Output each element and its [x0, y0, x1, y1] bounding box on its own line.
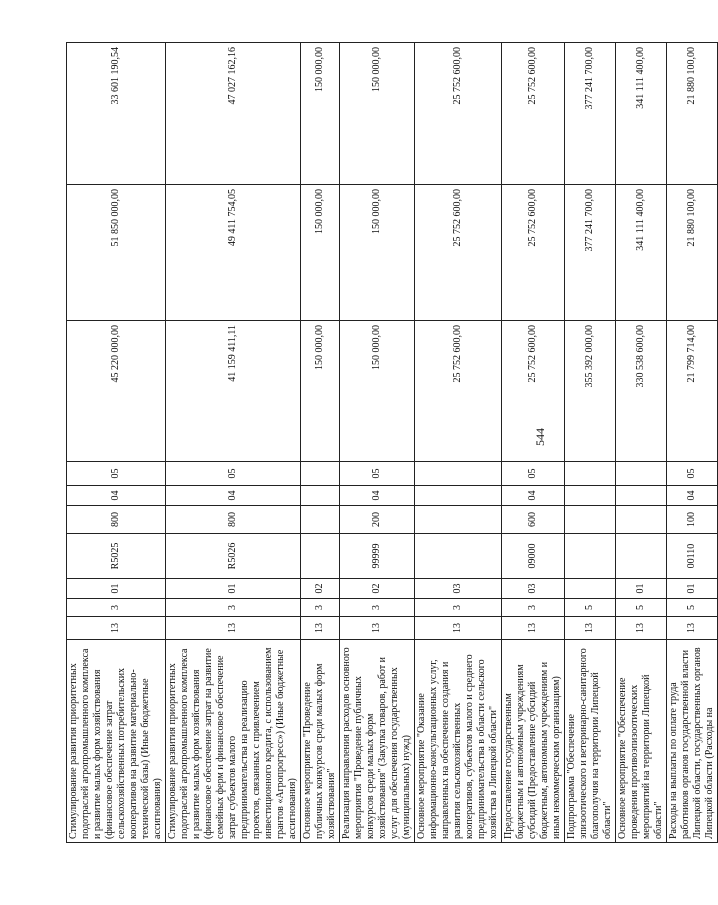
amount-cell: 150 000,00 — [340, 321, 415, 462]
code-cell: 05 — [67, 462, 166, 486]
row-name-cell: Реализация направления расходов основного мероприятия "Проведение публичных конкурсов среди малых форм хозяйствования" (Закупка товаров, работ и услуг для обеспечения государственных (муниципальных) нужд) — [340, 640, 415, 843]
code-cell: R5026 — [166, 534, 301, 579]
amount-cell: 150 000,00 — [340, 185, 415, 321]
code-cell: 3 — [301, 599, 340, 617]
row-name-cell: Предоставление государственным бюджетным и автономным учреждениям субсидий (Предоставление субсидий бюджетным, автономным учреждениям и иным некоммерческим организациям) — [502, 640, 565, 843]
code-cell: 00110 — [667, 534, 718, 579]
code-cell: 3 — [166, 599, 301, 617]
amount-cell: 25 752 600,00 — [415, 185, 502, 321]
code-cell: 03 — [415, 579, 502, 599]
amount-cell: 21 880 100,00 — [667, 185, 718, 321]
code-cell: 5 — [667, 599, 718, 617]
code-cell: 3 — [67, 599, 166, 617]
code-cell: 800 — [67, 506, 166, 534]
page-number: 544 — [533, 428, 547, 446]
amount-cell: 377 241 700,00 — [565, 185, 616, 321]
code-cell — [415, 506, 502, 534]
code-cell: 13 — [667, 617, 718, 640]
code-cell: 13 — [67, 617, 166, 640]
table-row — [502, 43, 565, 843]
row-name-cell: Расходы на выплаты по оплате труда работников органов государственной власти Липецкой области, государственных органов Липецкой области (Расходы на — [667, 640, 718, 843]
code-cell — [565, 534, 616, 579]
amount-cell: 25 752 600,00 — [415, 321, 502, 462]
code-cell: 13 — [502, 617, 565, 640]
code-cell: R5025 — [67, 534, 166, 579]
amount-cell: 25 752 600,00 — [502, 185, 565, 321]
table-row — [565, 43, 616, 843]
code-cell: 01 — [616, 579, 667, 599]
table-row — [667, 43, 718, 843]
code-cell: 99999 — [340, 534, 415, 579]
code-cell: 13 — [340, 617, 415, 640]
code-cell: 02 — [301, 579, 340, 599]
amount-cell: 25 752 600,00 — [502, 43, 565, 185]
code-cell: 13 — [166, 617, 301, 640]
code-cell: 100 — [667, 506, 718, 534]
amount-cell: 355 392 000,00 — [565, 321, 616, 462]
amount-cell: 377 241 700,00 — [565, 43, 616, 185]
table-row — [415, 43, 502, 843]
row-name-cell: Основное мероприятие "Обеспечение проведения противоэпизоотических мероприятий на территории Липецкой области" — [616, 640, 667, 843]
amount-cell: 21 880 100,00 — [667, 43, 718, 185]
code-cell — [301, 506, 340, 534]
code-cell: 05 — [166, 462, 301, 486]
code-cell: 03 — [502, 579, 565, 599]
code-cell — [301, 486, 340, 506]
table-row — [166, 43, 301, 843]
code-cell — [616, 534, 667, 579]
amount-cell: 150 000,00 — [301, 185, 340, 321]
code-cell: 01 — [667, 579, 718, 599]
code-cell: 04 — [166, 486, 301, 506]
amount-cell: 341 111 400,00 — [616, 43, 667, 185]
code-cell — [301, 534, 340, 579]
row-name-cell: Стимулирование развития приоритетных подотраслей агропромышленного комплекса и развитие малых форм хозяйствования (финансовое обеспечение затрат сельскохозяйственных потребительских кооперативов на развитие материально-технической базы) (Иные бюджетные ассигнования) — [67, 640, 166, 843]
code-cell: 04 — [340, 486, 415, 506]
table-row — [616, 43, 667, 843]
code-cell: 01 — [166, 579, 301, 599]
code-cell: 3 — [415, 599, 502, 617]
amount-cell: 45 220 000,00 — [67, 321, 166, 462]
amount-cell: 330 538 600,00 — [616, 321, 667, 462]
amount-cell: 33 601 190,54 — [67, 43, 166, 185]
amount-cell: 41 159 411,11 — [166, 321, 301, 462]
code-cell: 05 — [340, 462, 415, 486]
amount-cell: 25 752 600,00 — [502, 321, 565, 462]
code-cell: 04 — [667, 486, 718, 506]
table-row — [67, 43, 166, 843]
row-name-cell: Основное мероприятие "Оказание информационно-консультационных услуг, направленных на обеспечение создания и развития сельскохозяйственных кооперативов, субъектов малого и среднего предпринимательства в области сельского хозяйства в Липецкой области" — [415, 640, 502, 843]
code-cell: 600 — [502, 506, 565, 534]
code-cell: 13 — [415, 617, 502, 640]
code-cell: 3 — [340, 599, 415, 617]
code-cell: 05 — [667, 462, 718, 486]
code-cell — [565, 486, 616, 506]
code-cell — [415, 486, 502, 506]
table-row — [301, 43, 340, 843]
code-cell: 5 — [565, 599, 616, 617]
code-cell — [616, 486, 667, 506]
code-cell: 04 — [502, 486, 565, 506]
row-name-cell: Основное мероприятие "Проведение публичных конкурсов среди малых форм хозяйствования" — [301, 640, 340, 843]
row-name-cell: Стимулирование развития приоритетных подотраслей агропромышленного комплекса и развитие малых форм хозяйствования (финансовое обеспечение затрат на развитие семейных ферм и финансовое обеспечение затрат субъектов малого предпринимательства на реализацию проектов, связанных с привлечением инвестиционного кредита, с использованием грантов «Агропрогресс») (Иные бюджетные ассигнования) — [166, 640, 301, 843]
amount-cell: 150 000,00 — [301, 321, 340, 462]
code-cell — [565, 579, 616, 599]
code-cell: 05 — [502, 462, 565, 486]
amount-cell: 47 027 162,16 — [166, 43, 301, 185]
code-cell: 04 — [67, 486, 166, 506]
code-cell: 5 — [616, 599, 667, 617]
code-cell — [301, 462, 340, 486]
row-name-cell: Подпрограмма "Обеспечение эпизоотического и ветеринарно-санитарного благополучия на территории Липецкой области" — [565, 640, 616, 843]
amount-cell: 25 752 600,00 — [415, 43, 502, 185]
code-cell — [565, 462, 616, 486]
code-cell: 09000 — [502, 534, 565, 579]
budget-table — [66, 42, 718, 843]
amount-cell: 51 850 000,00 — [67, 185, 166, 321]
code-cell: 3 — [502, 599, 565, 617]
code-cell: 01 — [67, 579, 166, 599]
code-cell — [616, 462, 667, 486]
amount-cell: 150 000,00 — [301, 43, 340, 185]
amount-cell: 21 799 714,00 — [667, 321, 718, 462]
amount-cell: 49 411 754,05 — [166, 185, 301, 321]
code-cell: 02 — [340, 579, 415, 599]
code-cell: 800 — [166, 506, 301, 534]
code-cell: 13 — [565, 617, 616, 640]
code-cell — [415, 534, 502, 579]
code-cell — [565, 506, 616, 534]
code-cell: 13 — [301, 617, 340, 640]
code-cell — [415, 462, 502, 486]
code-cell: 13 — [616, 617, 667, 640]
table-row — [340, 43, 415, 843]
amount-cell: 150 000,00 — [340, 43, 415, 185]
code-cell — [616, 506, 667, 534]
amount-cell: 341 111 400,00 — [616, 185, 667, 321]
table-body — [67, 43, 718, 843]
code-cell: 200 — [340, 506, 415, 534]
